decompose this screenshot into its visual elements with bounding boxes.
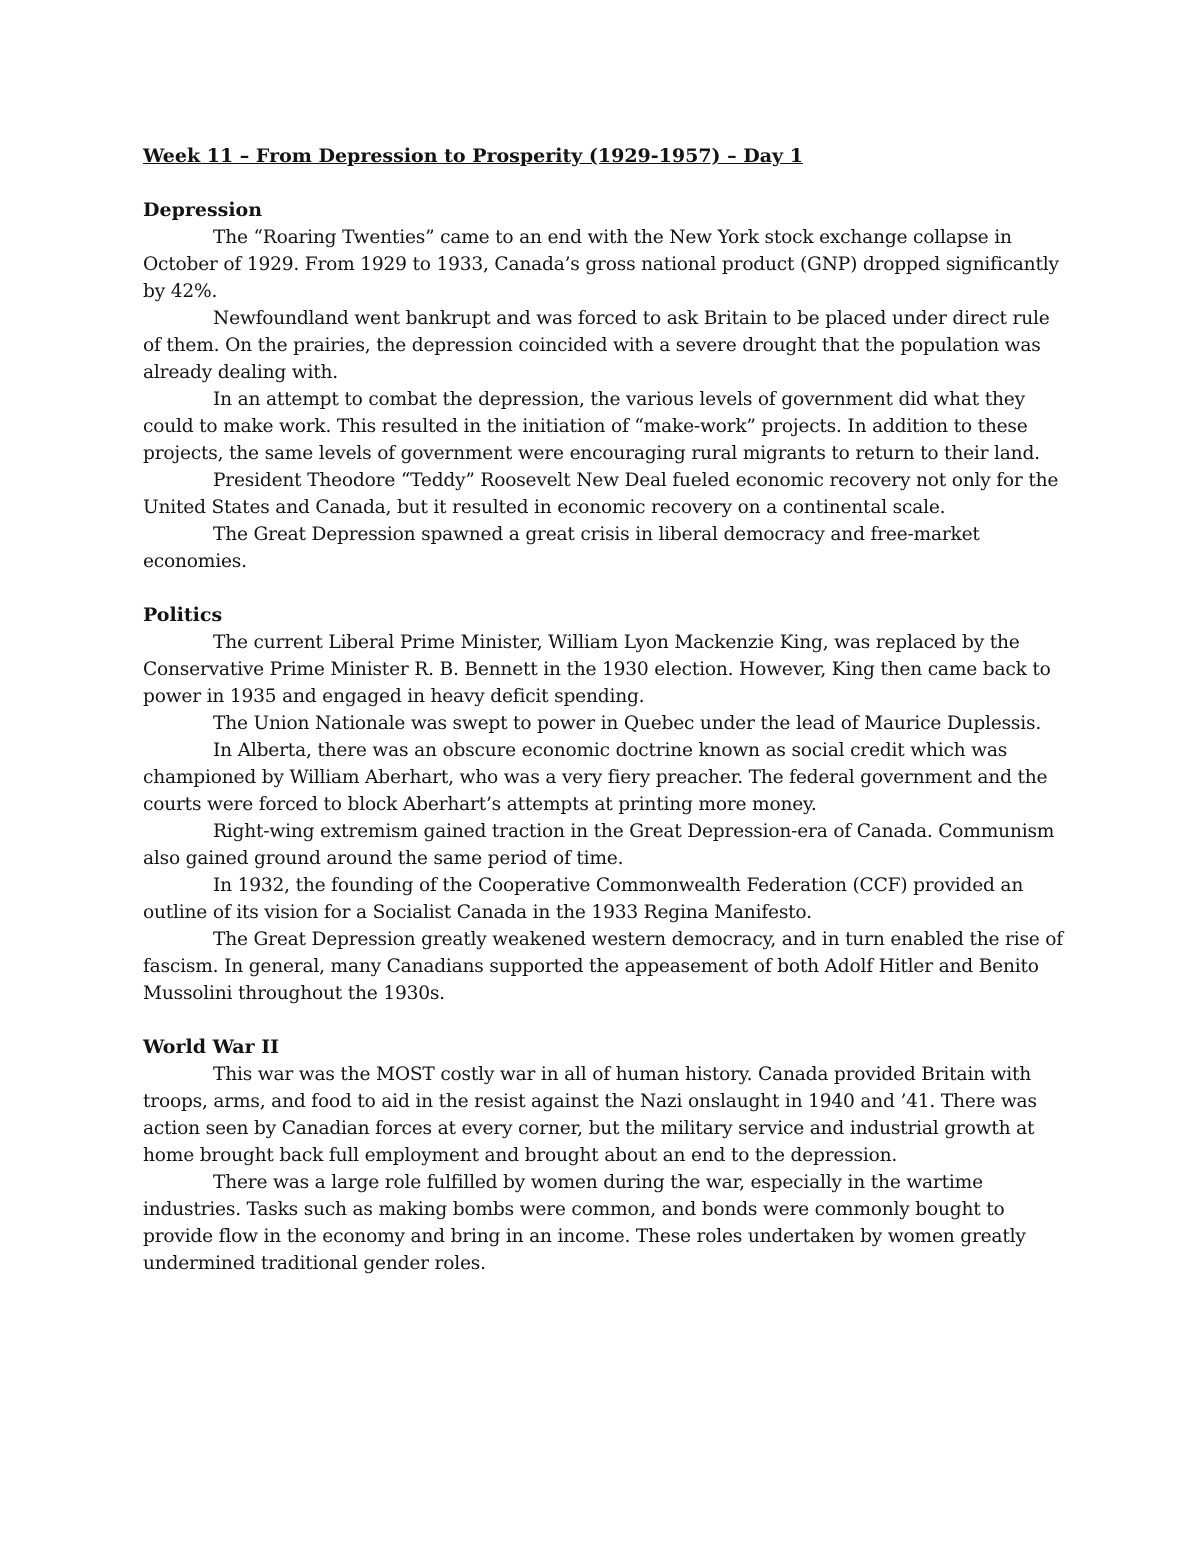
section-heading: World War II — [143, 1036, 279, 1058]
section-depression — [143, 197, 1063, 575]
paragraph: The Union Nationale was swept to power in Quebec under the lead of Maurice Duplessis. — [213, 713, 1042, 734]
section-heading: Depression — [143, 199, 263, 221]
document-title: Week 11 – From Depression to Prosperity (1929-1957) – Day 1 — [143, 145, 803, 167]
paragraph: The current Liberal Prime Minister, William Lyon Mackenzie King, was replaced by the Conservative Prime Minister R. B. Bennett in the 1930 election. However, King then came back to power in 1935 and engaged in heavy deficit spending. — [143, 632, 1051, 707]
paragraph: This war was the MOST costly war in all of human history. Canada provided Britain with troops, arms, and food to aid in the resist against the Nazi onslaught in 1940 and ’41. There was action seen by Canadian forces at every corner, but the military service and industrial growth at home brought back full employment and brought about an end to the depression. — [143, 1064, 1037, 1166]
paragraph: In Alberta, there was an obscure economic doctrine known as social credit which was championed by William Aberhart, who was a very fiery preacher. The federal government and the courts were forced to block Aberhart’s attempts at printing more money. — [143, 740, 1048, 815]
paragraph: President Theodore “Teddy” Roosevelt New Deal fueled economic recovery not only for the United States and Canada, but it resulted in economic recovery on a continental scale. — [143, 470, 1059, 518]
section-world-war-ii — [143, 1034, 1063, 1277]
section-politics — [143, 602, 1063, 1007]
paragraph: Newfoundland went bankrupt and was forced to ask Britain to be placed under direct rule of them. On the prairies, the depression coincided with a severe drought that the population was already dealing with. — [143, 308, 1050, 383]
paragraph: The Great Depression greatly weakened western democracy, and in turn enabled the rise of fascism. In general, many Canadians supported the appeasement of both Adolf Hitler and Benito Mussolini throughout the 1930s. — [143, 929, 1063, 1004]
paragraph: Right-wing extremism gained traction in the Great Depression-era of Canada. Communism also gained ground around the same period of time. — [143, 821, 1055, 869]
document-page — [143, 143, 1063, 1304]
paragraph: The “Roaring Twenties” came to an end with the New York stock exchange collapse in October of 1929. From 1929 to 1933, Canada’s gross national product (GNP) dropped significantly by 42%. — [143, 227, 1059, 302]
section-heading: Politics — [143, 604, 223, 626]
paragraph: The Great Depression spawned a great crisis in liberal democracy and free-market economies. — [143, 524, 980, 572]
paragraph: In 1932, the founding of the Cooperative Commonwealth Federation (CCF) provided an outline of its vision for a Socialist Canada in the 1933 Regina Manifesto. — [143, 875, 1024, 923]
paragraph: There was a large role fulfilled by women during the war, especially in the wartime industries. Tasks such as making bombs were common, and bonds were commonly bought to provide flow in the economy and bring in an income. These roles undertaken by women greatly undermined traditional gender roles. — [143, 1172, 1026, 1274]
paragraph: In an attempt to combat the depression, the various levels of government did what they could to make work. This resulted in the initiation of “make-work” projects. In addition to these projects, the same levels of government were encouraging rural migrants to return to their land. — [143, 389, 1040, 464]
